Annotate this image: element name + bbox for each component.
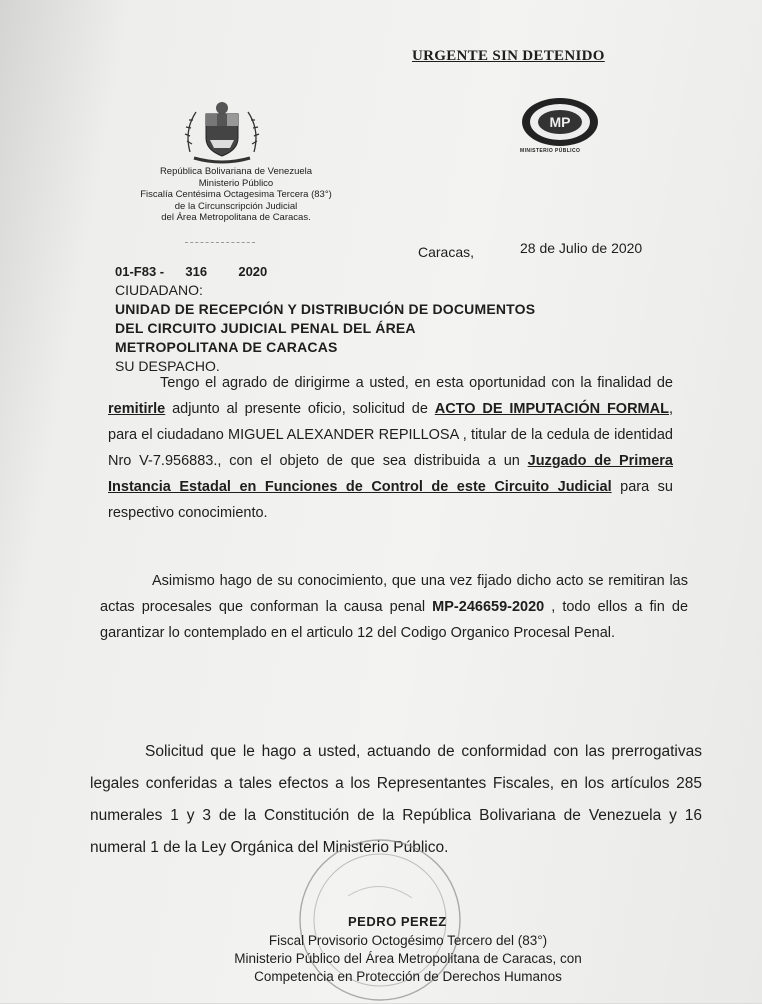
text-run: , todo ellos a fin de garantizar lo contemplado en el articulo 12 del Codigo Organico Procesal Penal. (100, 599, 689, 641)
reference-number (115, 264, 267, 279)
addressee-line: UNIDAD DE RECEPCIÓN Y DISTRIBUCIÓN DE DOCUMENTOS (115, 301, 536, 317)
urgent-heading: URGENTE SIN DETENIDO (412, 48, 605, 64)
mp-logo-caption: MINISTERIO PÚBLICO (520, 148, 581, 154)
salutation: CIUDADANO: (115, 282, 203, 298)
signatory-line: Fiscal Provisorio Octogésimo Tercero del (83°) (268, 933, 548, 948)
text-run-bold-underlined: Juzgado de Primera Instancia Estadal en Funciones de Control de este Circuito Judicial (108, 453, 673, 495)
text-run: adjunto al presente oficio, solicitud de (165, 401, 435, 417)
body-paragraph-3: Solicitud que le hago a usted, actuando de conformidad con las prerrogativas legales conferidas a tales efectos a los Representantes Fiscales, en los artículos 285 numerales 1 y 3 de la Constitución de la República Bolivariana de Venezuela y 16 numeral 1 de la Ley Orgánica del Ministerio Público. (90, 743, 702, 856)
header-line: Fiscalía Centésima Octagesima Tercera (83°) (140, 189, 332, 201)
header-line: República Bolivariana de Venezuela (159, 166, 313, 177)
venezuela-coat-of-arms-icon (180, 100, 264, 166)
signatory-name: PEDRO PEREZ (348, 914, 447, 929)
institution-header (112, 166, 360, 224)
reference-year: 2020 (238, 264, 268, 279)
reference-code: 01-F83 - (115, 264, 165, 279)
text-run-bold-underlined: remitirle (108, 401, 166, 417)
addressee-line: METROPOLITANA DE CARACAS (115, 339, 338, 355)
place: Caracas, (418, 244, 475, 260)
header-line: del Área Metropolitana de Caracas. (161, 212, 311, 224)
signatory-line: Competencia en Protección de Derechos Humanos (254, 969, 562, 984)
text-run-bold-underlined: ACTO DE IMPUTACIÓN FORMAL (434, 401, 669, 417)
signatory-title (200, 932, 616, 986)
header-line: Ministerio Público (198, 177, 274, 189)
signatory-line: Ministerio Público del Área Metropolitana de Caracas, con (234, 951, 582, 966)
body-paragraph-2 (100, 568, 688, 646)
addressee (115, 281, 535, 376)
header-line: de la Circunscripción Judicial (174, 200, 298, 212)
addressee-line: DEL CIRCUITO JUDICIAL PENAL DEL ÁREA (115, 320, 416, 336)
mp-logo-initials: MP (549, 114, 571, 130)
addressee-closing: SU DESPACHO. (115, 358, 220, 374)
divider (185, 242, 255, 243)
text-run: , para el ciudadano MIGUEL ALEXANDER REPILLOSA , titular de la cedula de identidad Nro V-7.956883., con el objeto de que sea distribuida a un (108, 401, 673, 469)
text-run: Tengo el agrado de dirigirme a usted, en esta oportunidad con la finalidad de (160, 375, 673, 391)
body-paragraph-1 (108, 370, 673, 526)
text-run: Asimismo hago de su conocimiento, que una vez fijado dicho acto se remitiran las actas procesales que conforman la causa penal (100, 573, 688, 615)
case-number: MP-246659-2020 (432, 599, 545, 615)
date: 28 de Julio de 2020 (520, 240, 643, 256)
text-run: para su respectivo conocimiento. (108, 479, 673, 521)
reference-number-value: 316 (185, 264, 208, 279)
